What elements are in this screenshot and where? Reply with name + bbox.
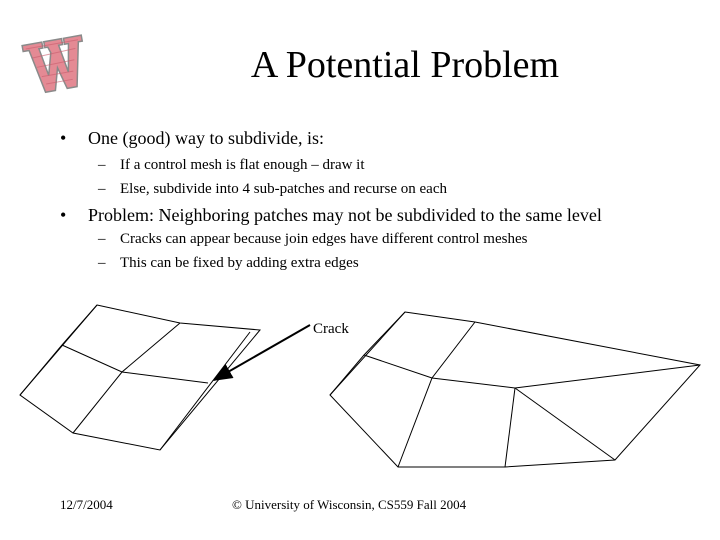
sub-bullet-item — [98, 179, 447, 199]
right-patch-edge — [515, 388, 615, 460]
sub-bullet-item — [98, 155, 365, 175]
crack-edge — [160, 332, 250, 450]
sub-bullet-marker: – — [98, 231, 106, 247]
left-patch — [20, 305, 260, 450]
crack-arrow — [214, 325, 310, 380]
right-patch-edge — [364, 355, 700, 388]
sub-bullet-text: Cracks can appear because join edges have different control meshes — [120, 231, 528, 247]
right-patch-edge — [505, 388, 515, 467]
bullet-marker: • — [60, 205, 67, 225]
sub-bullet-marker: – — [98, 157, 106, 173]
footer-date: 12/7/2004 — [60, 497, 113, 512]
bullet-item — [60, 204, 602, 226]
bullet-text: One (good) way to subdivide, is: — [88, 128, 324, 148]
sub-bullet-item — [98, 253, 359, 273]
left-patch-edge — [73, 323, 180, 433]
sub-bullet-text: This can be fixed by adding extra edges — [120, 255, 359, 271]
left-patch-outline — [20, 305, 260, 450]
bullet-item — [60, 127, 324, 149]
bullet-text: Problem: Neighboring patches may not be subdivided to the same level — [88, 205, 602, 225]
left-patch-edge — [62, 345, 208, 383]
right-patch — [330, 312, 700, 467]
sub-bullet-marker: – — [98, 255, 106, 271]
sub-bullet-text: Else, subdivide into 4 sub-patches and recurse on each — [120, 181, 447, 197]
sub-bullet-marker: – — [98, 181, 106, 197]
slide-title: A Potential Problem — [250, 44, 560, 86]
sub-bullet-item — [98, 229, 527, 249]
patch-diagram — [0, 295, 720, 470]
right-patch-edge — [398, 322, 475, 467]
footer-copyright: © University of Wisconsin, CS559 Fall 2004 — [232, 497, 467, 512]
sub-bullet-text: If a control mesh is flat enough – draw it — [120, 157, 365, 173]
crack-label: Crack — [313, 321, 349, 337]
bullet-marker: • — [60, 128, 67, 148]
